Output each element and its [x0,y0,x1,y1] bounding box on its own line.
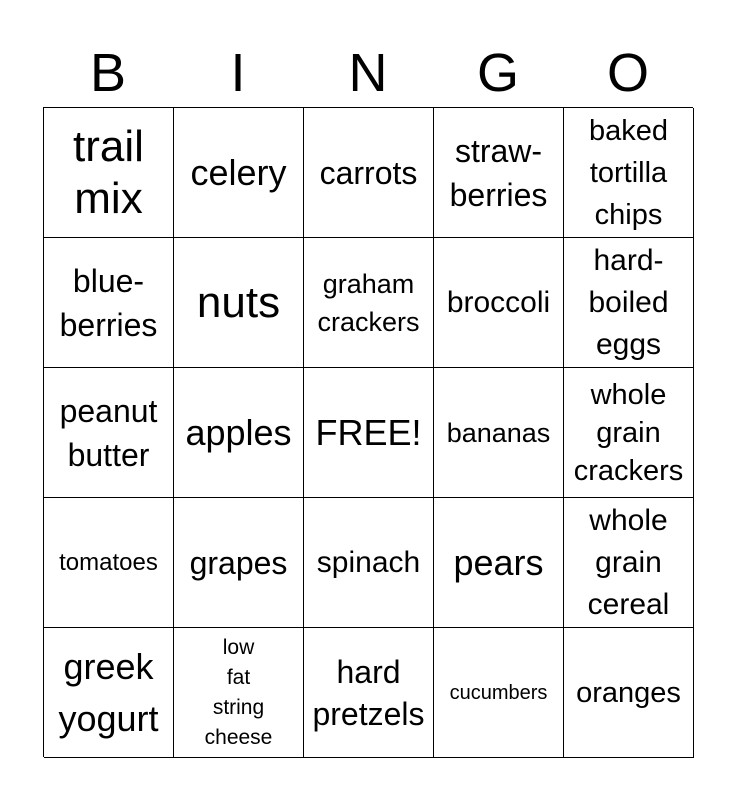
cell-label: hard pretzels [312,653,425,732]
cell-label: whole grain crackers [573,378,684,487]
bingo-cell[interactable] [564,238,694,368]
bingo-cell[interactable] [564,498,694,628]
bingo-cell[interactable] [44,238,174,368]
bingo-cell[interactable] [174,108,304,238]
bingo-cell[interactable] [434,498,564,628]
cell-label: tomatoes [59,548,158,576]
cell-label: blue- berries [59,262,158,343]
cell-label: hard- boiled eggs [588,243,669,361]
cell-label: spinach [316,545,421,579]
bingo-cell[interactable] [174,628,304,758]
cell-label: celery [190,151,287,193]
bingo-cell[interactable] [174,238,304,368]
free-space-label: FREE! [315,411,422,453]
cell-label: greek yogurt [58,645,159,739]
cell-label: graham crackers [317,268,420,337]
cell-label: apples [185,411,292,453]
bingo-cell[interactable] [434,628,564,758]
cell-label: cucumbers [449,681,548,704]
cell-label: baked tortilla chips [588,114,668,231]
bingo-free-space[interactable] [304,368,434,498]
bingo-cell[interactable] [564,368,694,498]
bingo-card-grid [43,107,693,757]
cell-label: bananas [446,417,551,448]
cell-label: broccoli [446,285,551,319]
cell-label: oranges [576,676,681,709]
cell-label: carrots [319,154,418,191]
cell-label: nuts [196,277,281,327]
bingo-header [43,42,693,104]
bingo-cell[interactable] [564,628,694,758]
bingo-cell[interactable] [44,628,174,758]
cell-label: straw- berries [449,132,548,213]
bingo-cell[interactable] [434,238,564,368]
bingo-cell[interactable] [44,368,174,498]
cell-label: trail mix [73,121,144,223]
bingo-cell[interactable] [44,108,174,238]
bingo-cell[interactable] [44,498,174,628]
cell-label: whole grain cereal [587,503,670,621]
header-letter-b: B [89,43,127,103]
bingo-cell[interactable] [304,628,434,758]
bingo-cell[interactable] [304,498,434,628]
header-letter-i: I [230,43,246,103]
cell-label: low fat string cheese [204,635,273,749]
bingo-cell[interactable] [304,238,434,368]
header-letter-n: N [348,43,388,103]
header-letter-o: O [606,43,649,103]
bingo-cell[interactable] [434,368,564,498]
header-letter-g: G [476,43,519,103]
cell-label: pears [453,541,544,583]
cell-label: peanut butter [59,392,158,473]
bingo-cell[interactable] [304,108,434,238]
bingo-cell[interactable] [174,368,304,498]
bingo-cell[interactable] [564,108,694,238]
bingo-cell[interactable] [434,108,564,238]
bingo-cell[interactable] [174,498,304,628]
cell-label: grapes [189,544,288,581]
